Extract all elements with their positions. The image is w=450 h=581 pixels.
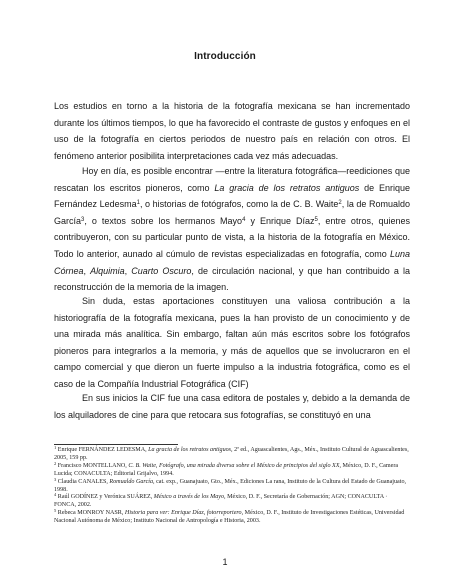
footnote-author: Raúl GODÍNEZ y Verónica SUÁREZ, [56, 494, 154, 501]
footnote-number: 3 [54, 476, 57, 482]
footnotes [54, 447, 410, 526]
p2-sep-2: , [124, 265, 132, 276]
p2-text-d: , o historias de fotógrafos, como la de C. B. Waite [139, 199, 339, 210]
footnote-number: 4 [54, 492, 57, 498]
p2-italic-luna-cornea: Luna Córnea [54, 248, 410, 276]
p2-text-g: y Enrique Díaz [245, 215, 315, 226]
footnote-author: Claudia CANALES, [56, 478, 110, 485]
footnote-work-title: C. B. Waite, Fotógrafo, una mirada diversa sobre el México de principios del siglo XX [128, 462, 340, 469]
footnote-ref-5[interactable]: 5 [314, 216, 318, 223]
footnote-details: , cat. exp., Guanajuato, Gto., Méx., Ediciones La rana, Instituto de la Cultura del Estado de Guanajuato, 1998. [54, 478, 407, 493]
footnote-ref-1[interactable]: 1 [136, 200, 140, 207]
footnote-work-title: Romualdo García [109, 478, 154, 485]
paragraph-4: En sus inicios la CIF fue una casa editora de postales y, debido a la demanda de los alquiladores de cine para que retocara sus fotografías, se constituyó en una [54, 393, 410, 420]
footnote-number: 5 [54, 508, 57, 514]
p2-text-a: Hoy en día, es posible encontrar —entre la literatura fotográfica—reediciones que rescatan los escritos pioneros, como [54, 166, 410, 193]
footnote-ref-3[interactable]: 3 [81, 216, 85, 223]
p2-italic-cuarto-oscuro: Cuarto Oscuro [131, 265, 192, 276]
p2-italic-title: La gracia de los retratos antiguos [214, 182, 360, 193]
paragraph-3: Sin duda, estas aportaciones constituyen una valiosa contribución a la historiografía de la fotografía mexicana, pues la han provisto de un conocimiento y de una mirada más analítica. Sin embargo, faltan aún más escritos sobre los fotógrafos pioneros para integrarlos a la memoria, y más de aquellos que se involucraron en el campo comercial y que dieron un fuerte impulso a la industria fotográfica, como es el caso de la Compañía Industrial Fotográfica (CIF) [54, 296, 410, 389]
footnote-work-title: Historia para ver: Enrique Díaz, fotorreportero [124, 510, 242, 517]
p2-text-h: , entre otros, quienes contribuyeron, con su particular punto de vista, a la historia de la fotografía en México. Todo lo anterior, aunado al cúmulo de revistas especializadas en fotografía, como [54, 215, 410, 259]
footnote-number: 1 [54, 445, 57, 450]
footnote-divider [54, 444, 178, 445]
p2-text-j: , de circulación nacional, y que han contribuido a la reconstrucción de la memoria de la imagen. [54, 265, 410, 293]
footnote-details: , México, D. F., Secretaría de Gobernación; AGN; CONACULTA · FONCA, 2002. [54, 494, 388, 509]
footnote-number: 2 [54, 460, 57, 466]
footnote-details: , 2ª ed., Aguascalientes, Ags., Méx., Instituto Cultural de Aguascalientes, 2005, 159 pp. [54, 447, 409, 461]
footnote-author: Francisco MONTELLANO, [56, 462, 129, 469]
p2-italic-alquimia: Alquimia [90, 265, 125, 276]
footnote-author: Enrique FERNÁNDEZ LEDESMA, [56, 447, 149, 453]
p2-text-e: , la de Romualdo García [54, 199, 410, 226]
footnote-1 [54, 447, 410, 463]
footnote-work-title: La gracia de los retratos antiguos [148, 447, 232, 453]
footnote-2 [54, 460, 410, 479]
footnote-author: Rebeca MONROY NASR, [56, 510, 125, 517]
footnote-5 [54, 510, 410, 526]
p2-text-f: , o textos sobre los hermanos Mayo [84, 215, 243, 226]
paragraph-1: Los estudios en torno a la historia de la fotografía mexicana se han incrementado durante los últimos tiempos, lo que ha favorecido el contraste de gustos y enfoques en el uso de la fotografía en ciertos periodos de nuestro país en relación con otros. El fenómeno anterior posibilita interpretaciones cada vez más adecuadas. [54, 101, 410, 161]
footnote-4 [54, 494, 410, 510]
footnote-details: , México, D. F., Camera Lucida; CONACULTA; Editorial Grijalvo, 1994. [54, 462, 399, 477]
footnote-ref-4[interactable]: 4 [242, 216, 246, 223]
page-number: 1 [222, 557, 228, 567]
footnote-ref-2[interactable]: 2 [338, 200, 342, 207]
footnote-details: , México, D. F., Instituto de Investigaciones Estéticas, Universidad Nacional Autónoma de México; Instituto Nacional de Antropología e Historia, 2003. [54, 510, 405, 525]
p2-text-c: de Enrique Fernández Ledesma [54, 182, 410, 210]
footnote-work-title: México a través de los Mayo [153, 494, 225, 501]
paragraph-2 [54, 163, 410, 296]
page-title: Introducción [194, 51, 256, 62]
p2-sep-1: , [83, 265, 91, 276]
